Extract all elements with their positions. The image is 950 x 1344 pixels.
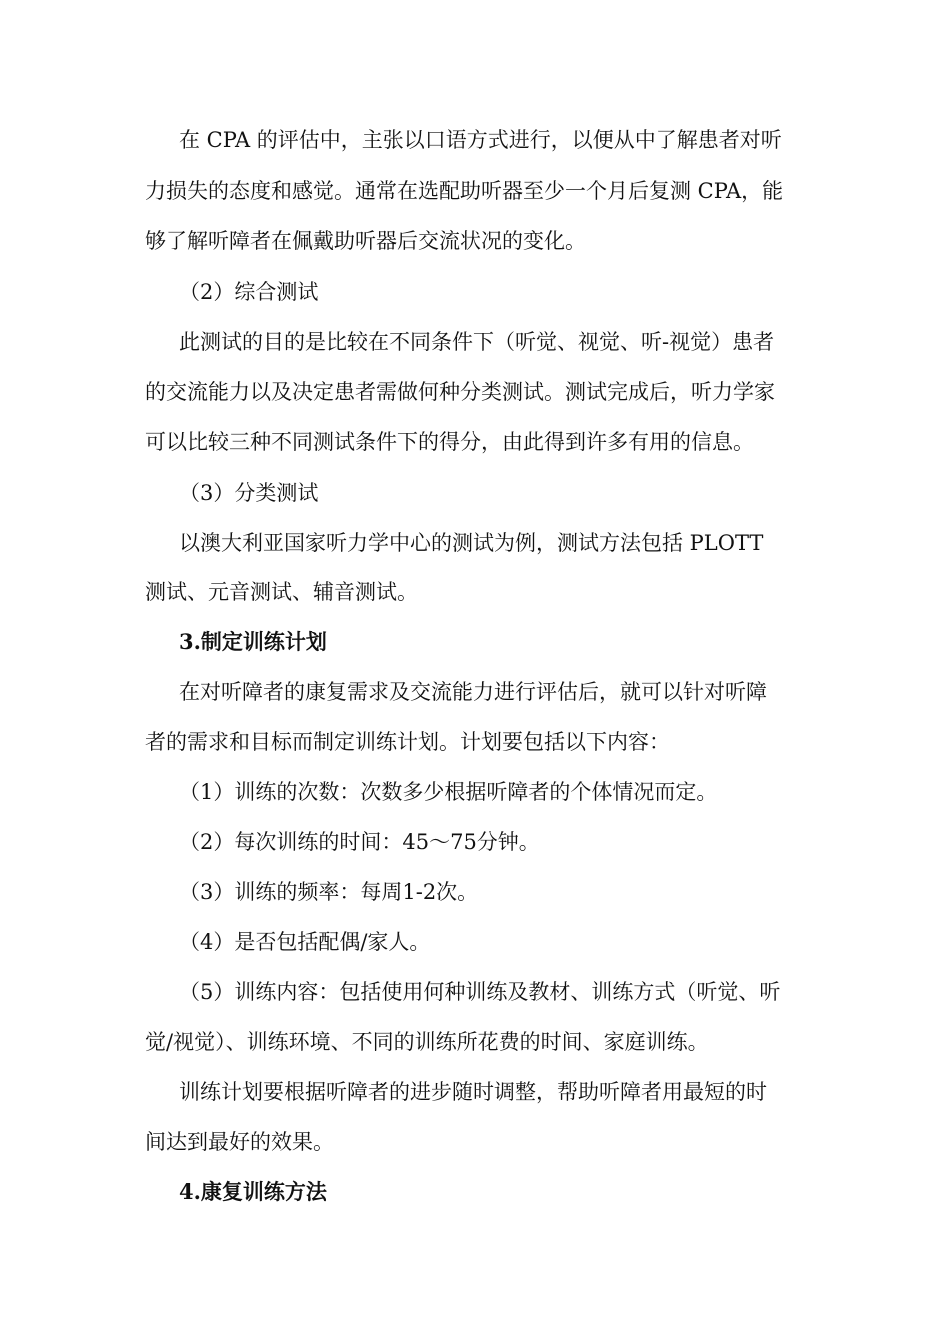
paragraph-line: 力损失的态度和感觉。通常在选配助听器至少一个月后复测 CPA，能 (145, 179, 784, 203)
paragraph-line: 的交流能力以及决定患者需做何种分类测试。测试完成后，听力学家 (145, 380, 775, 404)
list-item: （5）训练内容：包括使用何种训练及教材、训练方式（听觉、听 (179, 980, 781, 1004)
paragraph-line: 够了解听障者在佩戴助听器后交流状况的变化。 (145, 229, 586, 253)
section-heading: 4.康复训练方法 (179, 1179, 327, 1204)
paragraph-line: 觉/视觉）、训练环境、不同的训练所花费的时间、家庭训练。 (145, 1030, 709, 1054)
paragraph-line: 在 CPA 的评估中，主张以口语方式进行，以便从中了解患者对听 (179, 128, 782, 152)
paragraph-line: 测试、元音测试、辅音测试。 (145, 580, 418, 604)
paragraph-line: 训练计划要根据听障者的进步随时调整，帮助听障者用最短的时 (179, 1080, 767, 1104)
list-item: （2）每次训练的时间：45～75分钟。 (179, 830, 540, 854)
paragraph-line: 以澳大利亚国家听力学中心的测试为例，测试方法包括 PLOTT (179, 531, 764, 555)
list-item: （4）是否包括配偶/家人。 (179, 930, 431, 954)
section-heading: （2）综合测试 (179, 280, 319, 304)
paragraph-line: 者的需求和目标而制定训练计划。计划要包括以下内容： (145, 730, 670, 754)
section-heading: （3）分类测试 (179, 481, 319, 505)
list-item: （3）训练的频率：每周1-2次。 (179, 880, 479, 904)
list-item: （1）训练的次数：次数多少根据听障者的个体情况而定。 (179, 780, 718, 804)
paragraph-line: 此测试的目的是比较在不同条件下（听觉、视觉、听-视觉）患者 (179, 330, 775, 354)
section-heading: 3.制定训练计划 (179, 629, 327, 654)
paragraph-line: 在对听障者的康复需求及交流能力进行评估后，就可以针对听障 (179, 680, 767, 704)
paragraph-line: 可以比较三种不同测试条件下的得分，由此得到许多有用的信息。 (145, 430, 754, 454)
paragraph-line: 间达到最好的效果。 (145, 1130, 334, 1154)
